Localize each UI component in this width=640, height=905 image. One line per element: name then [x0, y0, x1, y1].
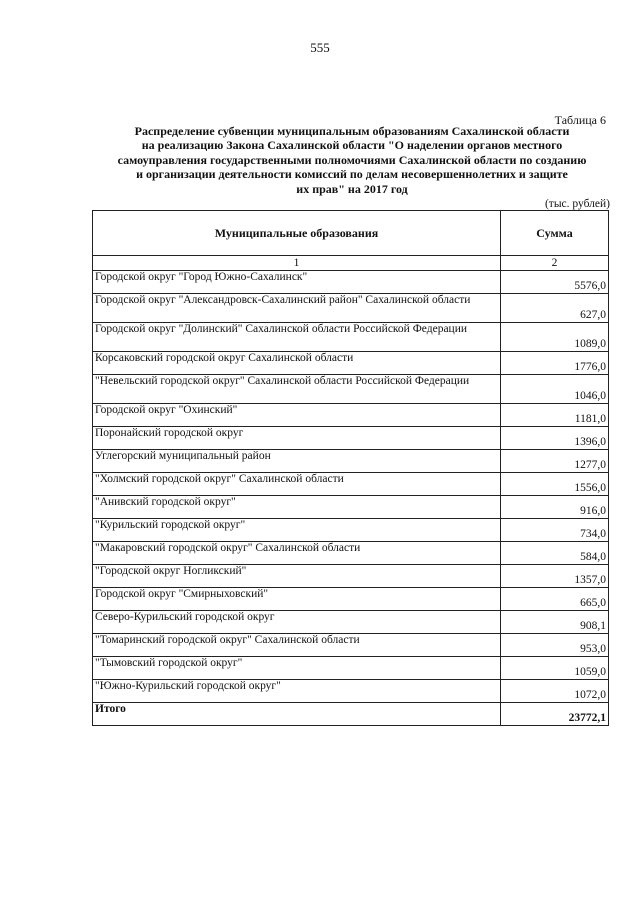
table-row	[93, 271, 609, 294]
municipality-name: Городской округ "Охинский"	[93, 404, 501, 427]
municipality-name: "Южно-Курильский городской округ"	[93, 680, 501, 703]
table-row	[93, 427, 609, 450]
header-municipality: Муниципальные образования	[93, 211, 501, 256]
subvention-sum: 1776,0	[501, 352, 609, 375]
table-row	[93, 542, 609, 565]
table-row	[93, 375, 609, 404]
table-row	[93, 352, 609, 375]
header-row	[93, 211, 609, 256]
subvention-sum: 584,0	[501, 542, 609, 565]
units-label: (тыс. рублей)	[544, 198, 610, 210]
table-row	[93, 450, 609, 473]
table-label: Таблица 6	[554, 113, 606, 127]
subvention-sum: 1357,0	[501, 565, 609, 588]
municipality-name: Углегорский муниципальный район	[93, 450, 501, 473]
municipality-name: "Томаринский городской округ" Сахалинской области	[93, 634, 501, 657]
municipality-name: Корсаковский городской округ Сахалинской области	[93, 352, 501, 375]
column-number: 1	[93, 256, 501, 271]
municipality-name: "Анивский городской округ"	[93, 496, 501, 519]
subvention-sum: 1181,0	[501, 404, 609, 427]
column-number: 2	[501, 256, 609, 271]
table-row	[93, 634, 609, 657]
subvention-sum: 5576,0	[501, 271, 609, 294]
subvention-sum: 1046,0	[501, 375, 609, 404]
subvention-sum: 953,0	[501, 634, 609, 657]
page-number: 555	[310, 40, 330, 55]
subvention-sum: 908,1	[501, 611, 609, 634]
subvention-sum: 1072,0	[501, 680, 609, 703]
municipality-name: Поронайский городской округ	[93, 427, 501, 450]
title-line: самоуправления государственными полномочиями Сахалинской области по созданию	[117, 152, 587, 167]
subvention-sum: 734,0	[501, 519, 609, 542]
total-sum: 23772,1	[501, 703, 609, 726]
municipality-name: Северо-Курильский городской округ	[93, 611, 501, 634]
table-row	[93, 611, 609, 634]
municipality-name: "Курильский городской округ"	[93, 519, 501, 542]
title-line: Распределение субвенции муниципальным образованиям Сахалинской области	[134, 124, 570, 138]
subvention-sum: 665,0	[501, 588, 609, 611]
municipality-name: "Макаровский городской округ" Сахалинской области	[93, 542, 501, 565]
total-row	[93, 703, 609, 726]
municipality-name: Городской округ "Александровск-Сахалинский район" Сахалинской области	[93, 294, 501, 323]
column-number-row	[93, 256, 609, 271]
subvention-sum: 1059,0	[501, 657, 609, 680]
table-row	[93, 294, 609, 323]
municipality-name: "Городской округ Ногликский"	[93, 565, 501, 588]
municipality-name: Городской округ "Смирныховский"	[93, 588, 501, 611]
table-row	[93, 657, 609, 680]
title-line: на реализацию Закона Сахалинской области "О наделении органов местного	[141, 138, 563, 153]
header-sum: Сумма	[501, 211, 609, 256]
subvention-sum: 1396,0	[501, 427, 609, 450]
title-line: и организации деятельности комиссий по делам несовершеннолетних и защите	[136, 167, 568, 182]
table-row	[93, 519, 609, 542]
total-label: Итого	[93, 703, 501, 726]
table-row	[93, 496, 609, 519]
table-row	[93, 565, 609, 588]
municipality-name: Городской округ "Долинский" Сахалинской области Российской Федерации	[93, 323, 501, 352]
title-line: их прав" на 2017 год	[296, 181, 408, 196]
municipality-name: "Невельский городской округ" Сахалинской области Российской Федерации	[93, 375, 501, 404]
municipality-name: "Холмский городской округ" Сахалинской области	[93, 473, 501, 496]
table-row	[93, 323, 609, 352]
table-row	[93, 404, 609, 427]
subvention-table	[92, 210, 609, 726]
table-row	[93, 680, 609, 703]
subvention-sum: 916,0	[501, 496, 609, 519]
municipality-name: Городской округ "Город Южно-Сахалинск"	[93, 271, 501, 294]
subvention-sum: 1556,0	[501, 473, 609, 496]
document-title	[92, 124, 612, 196]
subvention-sum: 1089,0	[501, 323, 609, 352]
table-row	[93, 473, 609, 496]
subvention-sum: 1277,0	[501, 450, 609, 473]
subvention-sum: 627,0	[501, 294, 609, 323]
table-row	[93, 588, 609, 611]
municipality-name: "Тымовский городской округ"	[93, 657, 501, 680]
